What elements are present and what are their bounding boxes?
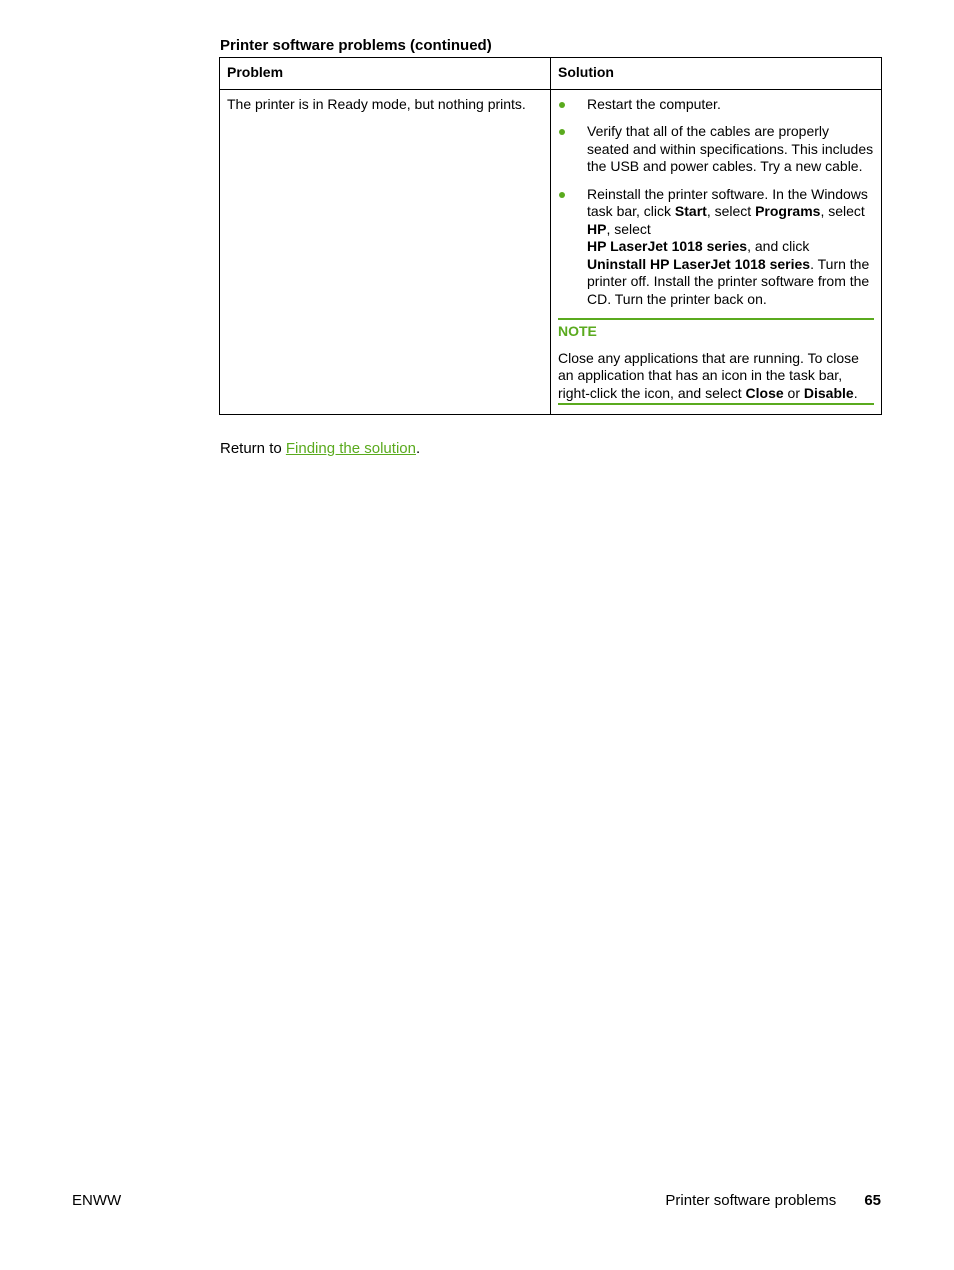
solution-text xyxy=(587,186,869,307)
problem-solution-table xyxy=(219,57,882,415)
solution-item-reinstall xyxy=(558,186,874,309)
uninstall-label: Uninstall HP LaserJet 1018 series xyxy=(587,255,811,272)
table-caption: Printer software problems (continued) xyxy=(220,37,492,54)
text-run: , select xyxy=(706,203,756,219)
table-header-row xyxy=(220,58,882,90)
start-label: Start xyxy=(674,203,707,219)
note-box xyxy=(558,318,874,405)
text-run: or xyxy=(783,384,804,401)
programs-label: Programs xyxy=(755,203,821,219)
disable-label: Disable xyxy=(803,384,854,401)
solution-item-restart xyxy=(558,96,874,114)
footer-section: Printer software problems xyxy=(665,1192,837,1209)
bullet-icon xyxy=(559,102,565,108)
return-line xyxy=(220,440,420,458)
series-label: HP LaserJet 1018 series xyxy=(587,238,748,254)
text-run: , and click xyxy=(747,238,810,254)
return-suffix: . xyxy=(415,440,421,457)
text-run: Reinstall the printer software. In the Windows task bar, click xyxy=(587,185,868,219)
solution-column-header: Solution xyxy=(551,58,882,90)
solution-text: Restart the computer. xyxy=(587,95,721,112)
problem-column-header: Problem xyxy=(220,58,551,90)
solution-list xyxy=(558,96,874,309)
bullet-icon xyxy=(559,129,565,135)
footer-left: ENWW xyxy=(72,1192,122,1209)
footer-right xyxy=(665,1192,881,1210)
solution-cell xyxy=(551,89,882,415)
text-run: . xyxy=(853,384,858,401)
text-run: . Turn the printer off. Install the printer software from the CD. Turn the printer back on. xyxy=(587,255,870,307)
close-label: Close xyxy=(745,384,784,401)
note-title: NOTE xyxy=(558,323,597,339)
text-run: , select xyxy=(820,203,865,219)
text-run: , select xyxy=(606,220,651,237)
text-run: Close any applications that are running. To close an application that has an icon in the task bar, right-click the icon, and select xyxy=(558,349,859,401)
page-number: 65 xyxy=(864,1192,881,1209)
note-text xyxy=(558,350,874,403)
hp-label: HP xyxy=(587,220,607,237)
return-prefix: Return to xyxy=(220,440,286,457)
problem-cell: The printer is in Ready mode, but nothing prints. xyxy=(220,89,551,415)
solution-item-cables xyxy=(558,123,874,176)
solution-text: Verify that all of the cables are properly seated and within specifications. This includes the USB and power cables. Try a new cable. xyxy=(587,123,874,174)
finding-the-solution-link[interactable]: Finding the solution xyxy=(285,440,416,457)
bullet-icon xyxy=(559,192,565,198)
table-row xyxy=(220,89,882,415)
